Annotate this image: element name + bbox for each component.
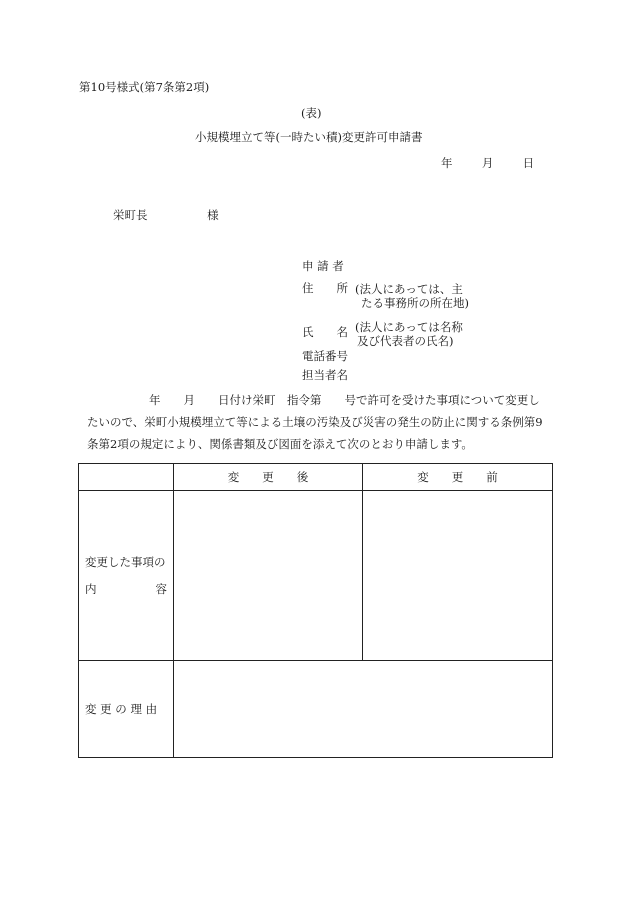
- header-before: 変 更 前: [363, 464, 553, 491]
- address-note-line1: (法人にあっては、主: [355, 282, 463, 296]
- address-label: 住 所: [302, 281, 348, 295]
- side-label: (表): [301, 106, 322, 120]
- application-body: [87, 389, 553, 455]
- change-table: [78, 463, 553, 758]
- contact-label: 担当者名: [302, 368, 348, 382]
- header-empty-cell: [79, 464, 174, 491]
- date-line: [441, 157, 534, 171]
- changed-items-label-line2: [85, 576, 173, 603]
- reason-label: 変 更 の 理 由: [79, 661, 174, 758]
- body-line-2: たいので、栄町小規模埋立て等による土壌の汚染及び災害の発生の防止に関する条例第9: [87, 415, 543, 429]
- reason-field[interactable]: [174, 661, 553, 758]
- header-after: 変 更 後: [174, 464, 363, 491]
- changed-items-label-a: 内: [85, 581, 97, 596]
- address-note: [355, 282, 469, 311]
- body-line-3: 条第2項の規定により、関係書類及び図面を添えて次のとおり申請します。: [87, 437, 473, 451]
- reason-row: [79, 661, 553, 758]
- name-note: [355, 320, 463, 349]
- form-number: 第10号様式(第7条第2項): [79, 80, 210, 94]
- document-title: 小規模埋立て等(一時たい積)変更許可申請書: [195, 130, 423, 144]
- addressee: [113, 209, 219, 223]
- changed-items-label: [79, 491, 174, 661]
- changed-items-row: [79, 491, 553, 661]
- name-note-line2: 及び代表者の氏名): [357, 334, 454, 349]
- address-note-line2: たる事務所の所在地): [361, 296, 469, 311]
- changed-items-label-line1: 変更した事項の: [85, 554, 166, 569]
- date-year-label: 年: [441, 156, 453, 170]
- date-day-label: 日: [522, 156, 535, 170]
- changed-items-label-b: 容: [155, 581, 167, 596]
- name-note-line1: (法人にあっては名称: [355, 320, 463, 334]
- changed-after-field[interactable]: [174, 491, 363, 661]
- changed-before-field[interactable]: [363, 491, 553, 661]
- addressee-name: 栄町長: [113, 208, 148, 222]
- body-line-1: 年 月 日付け栄町 指令第 号で許可を受けた事項について変更し: [149, 393, 540, 407]
- table-header-row: [79, 464, 553, 491]
- date-month-label: 月: [481, 156, 494, 170]
- applicant-heading: 申 請 者: [302, 259, 344, 273]
- name-label: 氏 名: [302, 325, 348, 339]
- tel-label: 電話番号: [302, 349, 348, 363]
- addressee-honorific: 様: [207, 208, 219, 222]
